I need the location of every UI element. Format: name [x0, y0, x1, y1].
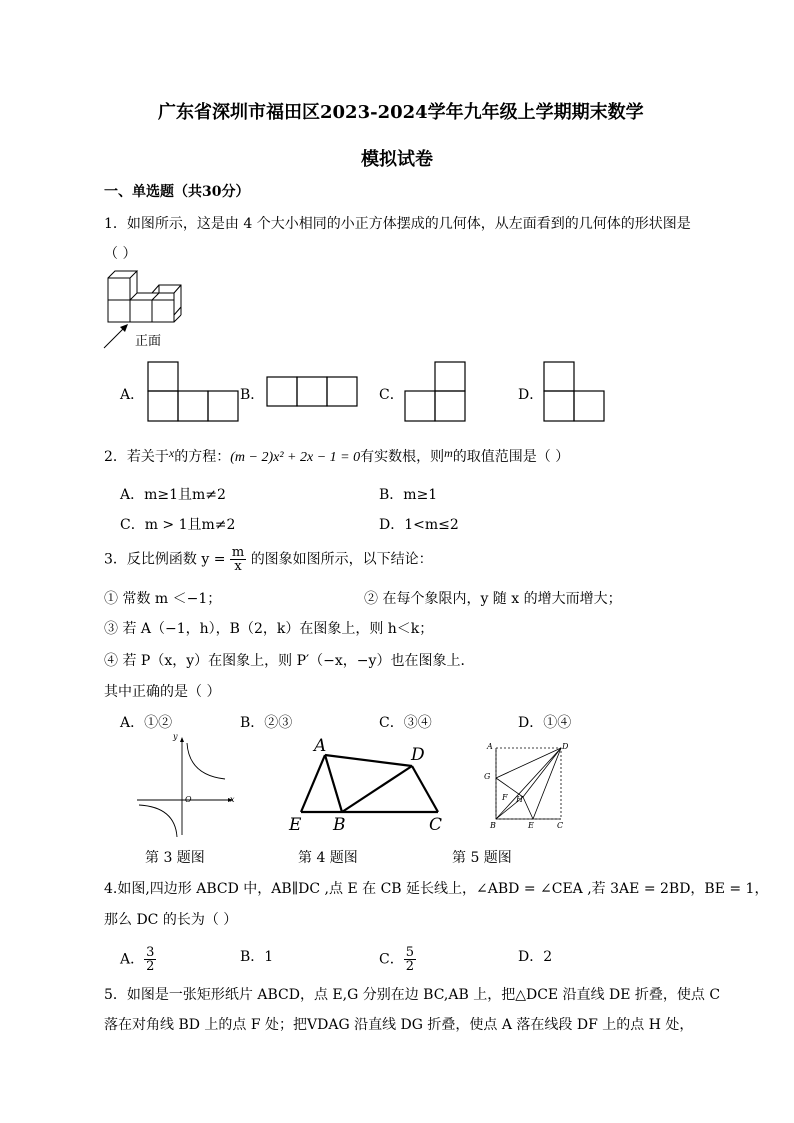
- q2-var-x: x: [168, 446, 175, 460]
- fig5-label-d: D: [562, 742, 569, 751]
- q4-line-2: 那么 DC 的长为（ ）: [104, 912, 238, 928]
- q1-option-a-shape: [147, 361, 239, 422]
- fig5-label-g: G: [484, 772, 491, 781]
- section-heading: 一、单选题（共30分）: [104, 184, 250, 200]
- fig4-label-a: A: [314, 736, 327, 756]
- fig5-label-a: A: [487, 742, 493, 751]
- q4-option-b[interactable]: B．1: [240, 949, 274, 965]
- figure-3-caption: 第 3 题图: [145, 850, 205, 866]
- fig4-label-e: E: [289, 815, 302, 835]
- q3-text: [104, 546, 433, 573]
- fig4-label-c: C: [429, 815, 443, 835]
- q3-conclusion-3: ③ 若 A（−1，h），B（2，k）在图象上，则 h＜k；: [104, 621, 434, 637]
- q1-option-a[interactable]: A．: [120, 387, 145, 403]
- fig4-label-b: B: [333, 815, 346, 835]
- q3-suffix: 的图象如图所示，以下结论：: [250, 551, 433, 568]
- q3-prefix: 3．反比例函数 y =: [104, 551, 226, 568]
- figure-5-caption: 第 5 题图: [452, 850, 512, 866]
- q3-fraction: $\frac{m}{x}$: [231, 545, 245, 574]
- q3-ask: 其中正确的是（ ）: [104, 684, 221, 700]
- figure-4-caption: 第 4 题图: [298, 850, 358, 866]
- fig5-label-h: H: [516, 795, 523, 804]
- q1-option-b-shape: [266, 376, 358, 407]
- figure-5-rectangle: [490, 745, 570, 825]
- q2-text: [104, 446, 569, 466]
- q4-option-d[interactable]: D．2: [518, 949, 553, 965]
- q1-option-d[interactable]: D．: [518, 387, 544, 403]
- q2-equation: (m − 2)x² + 2x − 1 = 0: [230, 450, 361, 465]
- q3-conclusion-4: ④ 若 P（x，y）在图象上，则 P′（−x，−y）也在图象上．: [104, 653, 475, 669]
- q2-option-a[interactable]: A．m≥1且m≠2: [120, 487, 226, 503]
- q5-line-2: 落在对角线 BD 上的点 F 处；把VDAG 沿直线 DG 折叠，使点 A 落在线段 DF 上的点 H 处，: [104, 1017, 694, 1033]
- title-line-2: 模拟试卷: [361, 149, 433, 170]
- q1-option-b[interactable]: B．: [240, 387, 265, 403]
- q4-option-c-fraction: $\frac{5}{2}$: [405, 945, 414, 974]
- title-line-1: 广东省深圳市福田区2023-2024学年九年级上学期期末数学: [158, 102, 644, 123]
- q3-conclusion-2: ② 在每个象限内，y 随 x 的增大而增大；: [364, 591, 622, 607]
- q4-line-1: 4.如图,四边形 ABCD 中，AB∥DC ,点 E 在 CB 延长线上，∠ABD = ∠CEA ,若 3AE = 2BD，BE = 1，: [104, 881, 769, 897]
- q1-paren: （ ）: [104, 246, 137, 262]
- fig5-label-f: F: [502, 793, 508, 802]
- q2-option-c[interactable]: C．m > 1且m≠2: [120, 517, 236, 533]
- q3-conclusion-1: ① 常数 m ＜−1；: [104, 591, 222, 607]
- q4-option-a[interactable]: A． $\frac{3}{2}$: [120, 945, 155, 974]
- fig5-label-c: C: [557, 821, 564, 830]
- q3-option-b[interactable]: B．②③: [240, 715, 293, 731]
- fig3-y-label: y: [173, 732, 178, 741]
- q1-option-d-shape: [543, 361, 605, 422]
- q2-suffix: 的取值范围是（ ）: [452, 449, 570, 465]
- q3-option-c[interactable]: C．③④: [379, 715, 432, 731]
- q3-option-d[interactable]: D．①④: [518, 715, 572, 731]
- q2-mid2: 有实数根，则: [360, 449, 445, 465]
- q1-text: 1．如图所示，这是由 4 个大小相同的小正方体摆成的几何体，从左面看到的几何体的形状图是: [104, 216, 691, 232]
- fig5-label-e: E: [528, 821, 534, 830]
- q1-option-c-shape: [404, 361, 466, 422]
- q4-option-c[interactable]: C． $\frac{5}{2}$: [379, 945, 414, 974]
- fig3-x-label: x: [230, 795, 235, 804]
- q5-line-1: 5．如图是一张矩形纸片 ABCD，点 E,G 分别在边 BC,AB 上，把△DCE 沿直线 DE 折叠，使点 C: [104, 987, 721, 1003]
- q4-option-a-fraction: $\frac{3}{2}$: [146, 945, 155, 974]
- q2-option-b[interactable]: B．m≥1: [379, 487, 438, 503]
- front-label: 正面: [135, 334, 162, 349]
- q2-prefix: 2．若关于: [104, 449, 169, 465]
- q2-var-m: m: [444, 446, 453, 460]
- q2-option-d[interactable]: D．1<m≤2: [379, 517, 459, 533]
- q3-option-a[interactable]: A．①②: [120, 715, 173, 731]
- fig4-label-d: D: [411, 745, 425, 765]
- q1-option-c[interactable]: C．: [379, 387, 404, 403]
- fig5-label-b: B: [490, 821, 496, 830]
- q2-mid: 的方程：: [174, 449, 231, 465]
- figure-3-hyperbola: [135, 735, 240, 840]
- fig3-origin-label: O: [185, 795, 192, 804]
